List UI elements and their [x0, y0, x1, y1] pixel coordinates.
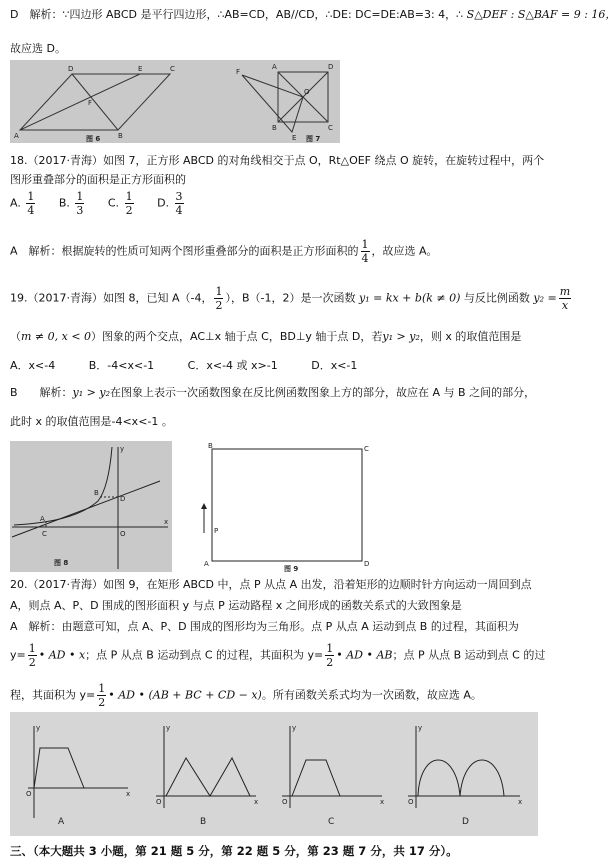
fig8-label-c: C	[42, 530, 47, 538]
q19-options	[10, 357, 375, 373]
q18-answer-fraction: $\frac{1}{4}$	[361, 238, 369, 265]
q18-option-c: C. $\frac{1}{2}$	[107, 190, 133, 217]
q19-option-a: A．x<-4	[10, 359, 56, 372]
q18-option-d: D. $\frac{3}{4}$	[157, 190, 183, 217]
fig7-label-d: D	[328, 63, 334, 71]
figure-8-photo	[10, 441, 172, 572]
fig8-label-d: D	[120, 495, 126, 503]
fig7-label-f: F	[236, 68, 241, 76]
section-3-heading: 三、（本大题共 3 小题，第 21 题 5 分，第 22 题 5 分，第 23 题 7 分，共 17 分）。	[10, 844, 458, 858]
fig8-label-y: y	[120, 445, 125, 453]
q20-answer-line2: y= $\frac{1}{2}$ • AD • x；点 P 从点 B 运动到点 C 的过程，其面积为 y= $\frac{1}{2}$ • AD • AB；点 P 从点 B 运动到点 C 的过	[10, 642, 546, 669]
fig6-caption: 图 6	[86, 135, 101, 143]
fig7-label-a: A	[272, 63, 277, 71]
graph-d-x-label: x	[518, 798, 523, 806]
q19-inverse-function: y₂ =	[533, 291, 557, 305]
fig9-label-b: B	[208, 442, 213, 450]
graph-c-origin: O	[282, 798, 288, 806]
figure-6	[20, 74, 170, 130]
q19-linear-function: y₁ = kx + b(k ≠ 0)	[358, 291, 461, 305]
graph-c-y-label: y	[292, 724, 297, 732]
q18-answer: A 解析：根据旋转的性质可知两个图形重叠部分的面积是正方形面积的 $\frac{1}{4}$ ，故应选 A。	[10, 238, 438, 265]
fig8-label-a: A	[40, 515, 45, 523]
q18-stem-line2: 图形重叠部分的面积是正方形面积的	[10, 173, 186, 186]
q20-stem-line2: A，则点 A、P、D 围成的图形面积 y 与点 P 运动路程 x 之间形成的函数关系式的大致图象是	[10, 599, 462, 612]
fig6-label-d: D	[68, 65, 74, 73]
graph-b-origin: O	[156, 798, 162, 806]
q18-option-b: B. $\frac{1}{3}$	[58, 190, 84, 217]
fig9-label-d: D	[364, 560, 370, 568]
graph-c-x-label: x	[380, 798, 385, 806]
fig7-label-c: C	[328, 124, 333, 132]
q20-answer-line1: A 解析：由题意可知，点 A、P、D 围成的图形均为三角形。点 P 从点 A 运动到点 B 的过程，其面积为	[10, 620, 519, 633]
q18-options	[10, 190, 204, 217]
graph-a-y-label: y	[36, 724, 41, 732]
graph-d-y-label: y	[418, 724, 423, 732]
fig8-line	[12, 481, 160, 537]
graph-a-label: A	[58, 817, 65, 827]
fig6-label-c: C	[170, 65, 175, 73]
fig8-label-x: x	[164, 518, 169, 526]
figure-6-7-photo	[10, 60, 340, 143]
q19-stem-line1: 19.（2017·青海）如图 8，已知 A（-4， $\frac{1}{2}$ ），B（-1，2）是一次函数 y₁ = kx + b(k ≠ 0) 与反比例函数 y₂ = $\frac{m}{x}$	[10, 285, 571, 312]
fig9-label-a: A	[204, 560, 209, 568]
q20-stem-line1: 20.（2017·青海）如图 9，在矩形 ABCD 中，点 P 从点 A 出发，沿着矩形的边顺时针方向运动一周回到点	[10, 578, 532, 591]
fig6-label-b: B	[118, 132, 123, 140]
graph-b-label: B	[200, 817, 207, 827]
graph-a-curve	[34, 748, 84, 788]
q19-option-b: B．-4<x<-1	[88, 359, 155, 372]
fig7-label-o: O	[304, 88, 310, 96]
graph-b-y-label: y	[166, 724, 171, 732]
fig6-label-e: E	[138, 65, 143, 73]
fig8-label-b: B	[94, 489, 99, 497]
q18-stem-line1: 18.（2017·青海）如图 7，正方形 ABCD 的对角线相交于点 O，Rt△OEF 绕点 O 旋转，在旋转过程中，两个	[10, 154, 545, 167]
graph-a-origin: O	[26, 790, 32, 798]
fig8-caption: 图 8	[54, 559, 69, 567]
q20-choice-graphs-photo	[10, 712, 538, 836]
graph-c-label: C	[328, 817, 335, 827]
graph-b-x-label: x	[254, 798, 259, 806]
fig9-label-p: P	[214, 527, 219, 535]
fig9-caption: 图 9	[284, 565, 299, 573]
q17-answer-conclusion: 故应选 D。	[10, 42, 66, 55]
graph-c-curve	[292, 760, 340, 796]
graph-a-x-label: x	[126, 790, 131, 798]
fig7-label-e: E	[292, 134, 297, 142]
q18-option-a: A. $\frac{1}{4}$	[10, 190, 35, 217]
graph-b-curve	[166, 758, 250, 796]
q20-answer-line3: 程，其面积为 y= $\frac{1}{2}$ • AD • (AB + BC + CD − x)。所有函数关系式均为一次函数，故应选 A。	[10, 682, 482, 709]
figure-9	[200, 441, 380, 572]
fig7-caption: 图 7	[306, 135, 321, 143]
fig6-label-f: F	[88, 99, 93, 107]
q19-option-c: C．x<-4 或 x>-1	[187, 359, 278, 372]
fig7-label-b: B	[272, 124, 277, 132]
graph-d-origin: O	[408, 798, 414, 806]
q17-area-ratio: S△DEF : S△BAF = 9 : 16，	[466, 8, 616, 21]
q17-answer-text: D 解析：∵四边形 ABCD 是平行四边形，∴AB=CD，AB//CD，∴DE: DC=DE:AB=3: 4，∴	[10, 8, 464, 21]
q19-answer-line2: 此时 x 的取值范围是-4<x<-1 。	[10, 415, 173, 428]
fig6-label-a: A	[14, 132, 19, 140]
q19-option-d: D．x<-1	[311, 359, 358, 372]
graph-d-curve	[418, 760, 504, 796]
q19-answer-line1: B 解析：y₁ > y₂在图象上表示一次函数图象在反比例函数图象上方的部分，故应在 A 与 B 之间的部分，	[10, 386, 536, 399]
fig9-label-c: C	[364, 445, 369, 453]
fig8-label-o: O	[120, 530, 126, 538]
fig8-hyperbola	[14, 447, 112, 525]
figure-7	[242, 72, 328, 132]
q17-answer-line1	[10, 6, 616, 22]
q19-stem-line2: （m ≠ 0, x < 0）图象的两个交点，AC⊥x 轴于点 C，BD⊥y 轴于点 D，若y₁ > y₂，则 x 的取值范围是	[10, 330, 522, 343]
graph-d-label: D	[462, 817, 469, 827]
